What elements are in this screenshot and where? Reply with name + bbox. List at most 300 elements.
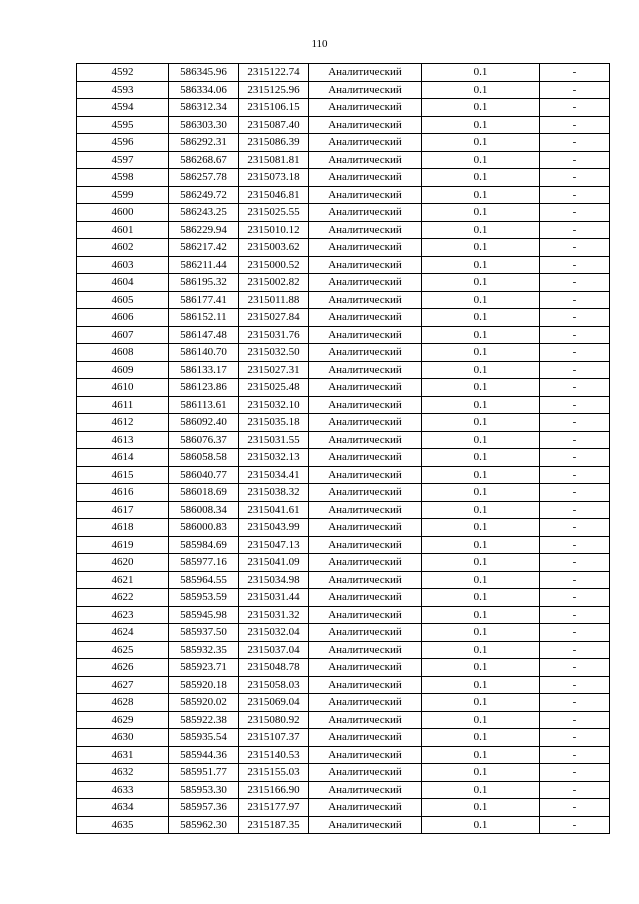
method-cell: Аналитический bbox=[309, 239, 422, 257]
y-coordinate-cell: 2315031.44 bbox=[239, 589, 309, 607]
y-coordinate-cell: 2315034.98 bbox=[239, 571, 309, 589]
accuracy-cell: 0.1 bbox=[422, 361, 540, 379]
x-coordinate-cell: 586008.34 bbox=[169, 501, 239, 519]
accuracy-cell: 0.1 bbox=[422, 606, 540, 624]
note-cell: - bbox=[540, 256, 610, 274]
accuracy-cell: 0.1 bbox=[422, 641, 540, 659]
table-row bbox=[77, 344, 610, 362]
accuracy-cell: 0.1 bbox=[422, 309, 540, 327]
method-cell: Аналитический bbox=[309, 186, 422, 204]
point-number-cell: 4629 bbox=[77, 711, 169, 729]
method-cell: Аналитический bbox=[309, 816, 422, 834]
x-coordinate-cell: 585957.36 bbox=[169, 799, 239, 817]
note-cell: - bbox=[540, 309, 610, 327]
x-coordinate-cell: 586249.72 bbox=[169, 186, 239, 204]
x-coordinate-cell: 585923.71 bbox=[169, 659, 239, 677]
x-coordinate-cell: 585964.55 bbox=[169, 571, 239, 589]
note-cell: - bbox=[540, 816, 610, 834]
table-row bbox=[77, 221, 610, 239]
method-cell: Аналитический bbox=[309, 344, 422, 362]
note-cell: - bbox=[540, 571, 610, 589]
method-cell: Аналитический bbox=[309, 309, 422, 327]
note-cell: - bbox=[540, 81, 610, 99]
table-row bbox=[77, 116, 610, 134]
note-cell: - bbox=[540, 729, 610, 747]
note-cell: - bbox=[540, 554, 610, 572]
method-cell: Аналитический bbox=[309, 676, 422, 694]
accuracy-cell: 0.1 bbox=[422, 379, 540, 397]
y-coordinate-cell: 2315027.84 bbox=[239, 309, 309, 327]
y-coordinate-cell: 2315003.62 bbox=[239, 239, 309, 257]
table-row bbox=[77, 151, 610, 169]
note-cell: - bbox=[540, 239, 610, 257]
table-row bbox=[77, 379, 610, 397]
x-coordinate-cell: 586140.70 bbox=[169, 344, 239, 362]
table-row bbox=[77, 134, 610, 152]
table-row bbox=[77, 396, 610, 414]
y-coordinate-cell: 2315177.97 bbox=[239, 799, 309, 817]
table-row bbox=[77, 291, 610, 309]
y-coordinate-cell: 2315038.32 bbox=[239, 484, 309, 502]
accuracy-cell: 0.1 bbox=[422, 571, 540, 589]
method-cell: Аналитический bbox=[309, 256, 422, 274]
table-row bbox=[77, 781, 610, 799]
method-cell: Аналитический bbox=[309, 641, 422, 659]
y-coordinate-cell: 2315125.96 bbox=[239, 81, 309, 99]
point-number-cell: 4615 bbox=[77, 466, 169, 484]
method-cell: Аналитический bbox=[309, 764, 422, 782]
x-coordinate-cell: 586133.17 bbox=[169, 361, 239, 379]
y-coordinate-cell: 2315031.32 bbox=[239, 606, 309, 624]
x-coordinate-cell: 586345.96 bbox=[169, 64, 239, 82]
y-coordinate-cell: 2315043.99 bbox=[239, 519, 309, 537]
method-cell: Аналитический bbox=[309, 204, 422, 222]
x-coordinate-cell: 586177.41 bbox=[169, 291, 239, 309]
method-cell: Аналитический bbox=[309, 274, 422, 292]
note-cell: - bbox=[540, 151, 610, 169]
note-cell: - bbox=[540, 449, 610, 467]
accuracy-cell: 0.1 bbox=[422, 344, 540, 362]
accuracy-cell: 0.1 bbox=[422, 501, 540, 519]
x-coordinate-cell: 585984.69 bbox=[169, 536, 239, 554]
method-cell: Аналитический bbox=[309, 326, 422, 344]
table-row bbox=[77, 414, 610, 432]
table-row bbox=[77, 484, 610, 502]
note-cell: - bbox=[540, 641, 610, 659]
note-cell: - bbox=[540, 589, 610, 607]
method-cell: Аналитический bbox=[309, 116, 422, 134]
y-coordinate-cell: 2315027.31 bbox=[239, 361, 309, 379]
accuracy-cell: 0.1 bbox=[422, 484, 540, 502]
accuracy-cell: 0.1 bbox=[422, 449, 540, 467]
method-cell: Аналитический bbox=[309, 64, 422, 82]
x-coordinate-cell: 586292.31 bbox=[169, 134, 239, 152]
y-coordinate-cell: 2315037.04 bbox=[239, 641, 309, 659]
table-row bbox=[77, 431, 610, 449]
y-coordinate-cell: 2315041.61 bbox=[239, 501, 309, 519]
x-coordinate-cell: 586018.69 bbox=[169, 484, 239, 502]
point-number-cell: 4623 bbox=[77, 606, 169, 624]
point-number-cell: 4613 bbox=[77, 431, 169, 449]
y-coordinate-cell: 2315032.04 bbox=[239, 624, 309, 642]
point-number-cell: 4607 bbox=[77, 326, 169, 344]
accuracy-cell: 0.1 bbox=[422, 659, 540, 677]
note-cell: - bbox=[540, 764, 610, 782]
table-row bbox=[77, 711, 610, 729]
point-number-cell: 4608 bbox=[77, 344, 169, 362]
accuracy-cell: 0.1 bbox=[422, 799, 540, 817]
note-cell: - bbox=[540, 659, 610, 677]
accuracy-cell: 0.1 bbox=[422, 711, 540, 729]
method-cell: Аналитический bbox=[309, 431, 422, 449]
accuracy-cell: 0.1 bbox=[422, 396, 540, 414]
method-cell: Аналитический bbox=[309, 221, 422, 239]
y-coordinate-cell: 2315166.90 bbox=[239, 781, 309, 799]
y-coordinate-cell: 2315048.78 bbox=[239, 659, 309, 677]
method-cell: Аналитический bbox=[309, 571, 422, 589]
page-number: 110 bbox=[311, 38, 328, 50]
note-cell: - bbox=[540, 134, 610, 152]
table-row bbox=[77, 729, 610, 747]
method-cell: Аналитический bbox=[309, 414, 422, 432]
table-row bbox=[77, 641, 610, 659]
point-number-cell: 4620 bbox=[77, 554, 169, 572]
table-row bbox=[77, 606, 610, 624]
y-coordinate-cell: 2315087.40 bbox=[239, 116, 309, 134]
x-coordinate-cell: 586000.83 bbox=[169, 519, 239, 537]
table-row bbox=[77, 64, 610, 82]
accuracy-cell: 0.1 bbox=[422, 256, 540, 274]
note-cell: - bbox=[540, 204, 610, 222]
point-number-cell: 4624 bbox=[77, 624, 169, 642]
table-row bbox=[77, 466, 610, 484]
point-number-cell: 4594 bbox=[77, 99, 169, 117]
x-coordinate-cell: 585953.30 bbox=[169, 781, 239, 799]
note-cell: - bbox=[540, 291, 610, 309]
table-row bbox=[77, 676, 610, 694]
point-number-cell: 4598 bbox=[77, 169, 169, 187]
method-cell: Аналитический bbox=[309, 379, 422, 397]
accuracy-cell: 0.1 bbox=[422, 134, 540, 152]
x-coordinate-cell: 586217.42 bbox=[169, 239, 239, 257]
x-coordinate-cell: 586147.48 bbox=[169, 326, 239, 344]
accuracy-cell: 0.1 bbox=[422, 764, 540, 782]
x-coordinate-cell: 585920.18 bbox=[169, 676, 239, 694]
accuracy-cell: 0.1 bbox=[422, 414, 540, 432]
point-number-cell: 4627 bbox=[77, 676, 169, 694]
table-row bbox=[77, 361, 610, 379]
accuracy-cell: 0.1 bbox=[422, 116, 540, 134]
y-coordinate-cell: 2315011.88 bbox=[239, 291, 309, 309]
method-cell: Аналитический bbox=[309, 81, 422, 99]
method-cell: Аналитический bbox=[309, 624, 422, 642]
point-number-cell: 4602 bbox=[77, 239, 169, 257]
table-row bbox=[77, 694, 610, 712]
x-coordinate-cell: 586123.86 bbox=[169, 379, 239, 397]
table-row bbox=[77, 99, 610, 117]
note-cell: - bbox=[540, 361, 610, 379]
accuracy-cell: 0.1 bbox=[422, 99, 540, 117]
y-coordinate-cell: 2315086.39 bbox=[239, 134, 309, 152]
accuracy-cell: 0.1 bbox=[422, 694, 540, 712]
note-cell: - bbox=[540, 116, 610, 134]
note-cell: - bbox=[540, 781, 610, 799]
x-coordinate-cell: 585977.16 bbox=[169, 554, 239, 572]
accuracy-cell: 0.1 bbox=[422, 291, 540, 309]
table-row bbox=[77, 624, 610, 642]
x-coordinate-cell: 586268.67 bbox=[169, 151, 239, 169]
y-coordinate-cell: 2315080.92 bbox=[239, 711, 309, 729]
y-coordinate-cell: 2315025.55 bbox=[239, 204, 309, 222]
accuracy-cell: 0.1 bbox=[422, 781, 540, 799]
table-row bbox=[77, 169, 610, 187]
method-cell: Аналитический bbox=[309, 484, 422, 502]
accuracy-cell: 0.1 bbox=[422, 676, 540, 694]
note-cell: - bbox=[540, 186, 610, 204]
table-row bbox=[77, 519, 610, 537]
point-number-cell: 4612 bbox=[77, 414, 169, 432]
point-number-cell: 4592 bbox=[77, 64, 169, 82]
x-coordinate-cell: 585937.50 bbox=[169, 624, 239, 642]
x-coordinate-cell: 585944.36 bbox=[169, 746, 239, 764]
y-coordinate-cell: 2315073.18 bbox=[239, 169, 309, 187]
point-number-cell: 4618 bbox=[77, 519, 169, 537]
point-number-cell: 4626 bbox=[77, 659, 169, 677]
note-cell: - bbox=[540, 606, 610, 624]
note-cell: - bbox=[540, 536, 610, 554]
table-row bbox=[77, 81, 610, 99]
x-coordinate-cell: 586312.34 bbox=[169, 99, 239, 117]
note-cell: - bbox=[540, 221, 610, 239]
x-coordinate-cell: 585953.59 bbox=[169, 589, 239, 607]
accuracy-cell: 0.1 bbox=[422, 221, 540, 239]
point-number-cell: 4611 bbox=[77, 396, 169, 414]
table-row bbox=[77, 449, 610, 467]
point-number-cell: 4625 bbox=[77, 641, 169, 659]
method-cell: Аналитический bbox=[309, 501, 422, 519]
y-coordinate-cell: 2315032.10 bbox=[239, 396, 309, 414]
point-number-cell: 4614 bbox=[77, 449, 169, 467]
x-coordinate-cell: 585951.77 bbox=[169, 764, 239, 782]
table-row bbox=[77, 326, 610, 344]
x-coordinate-cell: 586211.44 bbox=[169, 256, 239, 274]
note-cell: - bbox=[540, 799, 610, 817]
y-coordinate-cell: 2315058.03 bbox=[239, 676, 309, 694]
table-row bbox=[77, 589, 610, 607]
method-cell: Аналитический bbox=[309, 781, 422, 799]
accuracy-cell: 0.1 bbox=[422, 816, 540, 834]
table-row bbox=[77, 204, 610, 222]
x-coordinate-cell: 586229.94 bbox=[169, 221, 239, 239]
y-coordinate-cell: 2315122.74 bbox=[239, 64, 309, 82]
note-cell: - bbox=[540, 624, 610, 642]
accuracy-cell: 0.1 bbox=[422, 554, 540, 572]
y-coordinate-cell: 2315034.41 bbox=[239, 466, 309, 484]
method-cell: Аналитический bbox=[309, 536, 422, 554]
table-row bbox=[77, 764, 610, 782]
point-number-cell: 4630 bbox=[77, 729, 169, 747]
point-number-cell: 4596 bbox=[77, 134, 169, 152]
x-coordinate-cell: 585935.54 bbox=[169, 729, 239, 747]
method-cell: Аналитический bbox=[309, 554, 422, 572]
accuracy-cell: 0.1 bbox=[422, 589, 540, 607]
point-number-cell: 4599 bbox=[77, 186, 169, 204]
method-cell: Аналитический bbox=[309, 151, 422, 169]
point-number-cell: 4616 bbox=[77, 484, 169, 502]
table-row bbox=[77, 536, 610, 554]
table-row bbox=[77, 186, 610, 204]
table-row bbox=[77, 799, 610, 817]
point-number-cell: 4632 bbox=[77, 764, 169, 782]
y-coordinate-cell: 2315187.35 bbox=[239, 816, 309, 834]
y-coordinate-cell: 2315140.53 bbox=[239, 746, 309, 764]
y-coordinate-cell: 2315032.13 bbox=[239, 449, 309, 467]
note-cell: - bbox=[540, 694, 610, 712]
note-cell: - bbox=[540, 326, 610, 344]
method-cell: Аналитический bbox=[309, 396, 422, 414]
method-cell: Аналитический bbox=[309, 519, 422, 537]
point-number-cell: 4610 bbox=[77, 379, 169, 397]
accuracy-cell: 0.1 bbox=[422, 64, 540, 82]
point-number-cell: 4609 bbox=[77, 361, 169, 379]
y-coordinate-cell: 2315069.04 bbox=[239, 694, 309, 712]
point-number-cell: 4628 bbox=[77, 694, 169, 712]
x-coordinate-cell: 586040.77 bbox=[169, 466, 239, 484]
note-cell: - bbox=[540, 501, 610, 519]
x-coordinate-cell: 585920.02 bbox=[169, 694, 239, 712]
accuracy-cell: 0.1 bbox=[422, 204, 540, 222]
point-number-cell: 4619 bbox=[77, 536, 169, 554]
point-number-cell: 4617 bbox=[77, 501, 169, 519]
coordinates-table bbox=[76, 63, 610, 834]
point-number-cell: 4595 bbox=[77, 116, 169, 134]
y-coordinate-cell: 2315155.03 bbox=[239, 764, 309, 782]
x-coordinate-cell: 586257.78 bbox=[169, 169, 239, 187]
table-row bbox=[77, 274, 610, 292]
y-coordinate-cell: 2315107.37 bbox=[239, 729, 309, 747]
method-cell: Аналитический bbox=[309, 99, 422, 117]
note-cell: - bbox=[540, 484, 610, 502]
method-cell: Аналитический bbox=[309, 449, 422, 467]
y-coordinate-cell: 2315047.13 bbox=[239, 536, 309, 554]
accuracy-cell: 0.1 bbox=[422, 519, 540, 537]
accuracy-cell: 0.1 bbox=[422, 729, 540, 747]
accuracy-cell: 0.1 bbox=[422, 274, 540, 292]
point-number-cell: 4597 bbox=[77, 151, 169, 169]
method-cell: Аналитический bbox=[309, 466, 422, 484]
x-coordinate-cell: 585945.98 bbox=[169, 606, 239, 624]
table-row bbox=[77, 746, 610, 764]
method-cell: Аналитический bbox=[309, 746, 422, 764]
point-number-cell: 4621 bbox=[77, 571, 169, 589]
point-number-cell: 4633 bbox=[77, 781, 169, 799]
method-cell: Аналитический bbox=[309, 169, 422, 187]
accuracy-cell: 0.1 bbox=[422, 326, 540, 344]
point-number-cell: 4606 bbox=[77, 309, 169, 327]
table-row bbox=[77, 256, 610, 274]
y-coordinate-cell: 2315081.81 bbox=[239, 151, 309, 169]
accuracy-cell: 0.1 bbox=[422, 466, 540, 484]
method-cell: Аналитический bbox=[309, 659, 422, 677]
x-coordinate-cell: 585962.30 bbox=[169, 816, 239, 834]
table-row bbox=[77, 554, 610, 572]
note-cell: - bbox=[540, 64, 610, 82]
method-cell: Аналитический bbox=[309, 589, 422, 607]
x-coordinate-cell: 585932.35 bbox=[169, 641, 239, 659]
y-coordinate-cell: 2315025.48 bbox=[239, 379, 309, 397]
note-cell: - bbox=[540, 746, 610, 764]
note-cell: - bbox=[540, 414, 610, 432]
note-cell: - bbox=[540, 169, 610, 187]
y-coordinate-cell: 2315041.09 bbox=[239, 554, 309, 572]
y-coordinate-cell: 2315046.81 bbox=[239, 186, 309, 204]
method-cell: Аналитический bbox=[309, 799, 422, 817]
table-row bbox=[77, 571, 610, 589]
note-cell: - bbox=[540, 431, 610, 449]
note-cell: - bbox=[540, 379, 610, 397]
x-coordinate-cell: 586243.25 bbox=[169, 204, 239, 222]
table-row bbox=[77, 239, 610, 257]
x-coordinate-cell: 586195.32 bbox=[169, 274, 239, 292]
point-number-cell: 4601 bbox=[77, 221, 169, 239]
point-number-cell: 4631 bbox=[77, 746, 169, 764]
accuracy-cell: 0.1 bbox=[422, 431, 540, 449]
note-cell: - bbox=[540, 519, 610, 537]
note-cell: - bbox=[540, 344, 610, 362]
point-number-cell: 4634 bbox=[77, 799, 169, 817]
note-cell: - bbox=[540, 99, 610, 117]
y-coordinate-cell: 2315035.18 bbox=[239, 414, 309, 432]
point-number-cell: 4604 bbox=[77, 274, 169, 292]
accuracy-cell: 0.1 bbox=[422, 186, 540, 204]
accuracy-cell: 0.1 bbox=[422, 169, 540, 187]
accuracy-cell: 0.1 bbox=[422, 746, 540, 764]
note-cell: - bbox=[540, 274, 610, 292]
accuracy-cell: 0.1 bbox=[422, 239, 540, 257]
point-number-cell: 4635 bbox=[77, 816, 169, 834]
point-number-cell: 4600 bbox=[77, 204, 169, 222]
note-cell: - bbox=[540, 466, 610, 484]
table-row bbox=[77, 659, 610, 677]
point-number-cell: 4605 bbox=[77, 291, 169, 309]
y-coordinate-cell: 2315002.82 bbox=[239, 274, 309, 292]
x-coordinate-cell: 586076.37 bbox=[169, 431, 239, 449]
method-cell: Аналитический bbox=[309, 134, 422, 152]
note-cell: - bbox=[540, 711, 610, 729]
y-coordinate-cell: 2315031.55 bbox=[239, 431, 309, 449]
accuracy-cell: 0.1 bbox=[422, 624, 540, 642]
point-number-cell: 4593 bbox=[77, 81, 169, 99]
accuracy-cell: 0.1 bbox=[422, 536, 540, 554]
table-row bbox=[77, 309, 610, 327]
x-coordinate-cell: 586303.30 bbox=[169, 116, 239, 134]
y-coordinate-cell: 2315032.50 bbox=[239, 344, 309, 362]
method-cell: Аналитический bbox=[309, 291, 422, 309]
method-cell: Аналитический bbox=[309, 711, 422, 729]
table-row bbox=[77, 501, 610, 519]
x-coordinate-cell: 586092.40 bbox=[169, 414, 239, 432]
accuracy-cell: 0.1 bbox=[422, 81, 540, 99]
note-cell: - bbox=[540, 676, 610, 694]
note-cell: - bbox=[540, 396, 610, 414]
method-cell: Аналитический bbox=[309, 729, 422, 747]
y-coordinate-cell: 2315010.12 bbox=[239, 221, 309, 239]
x-coordinate-cell: 585922.38 bbox=[169, 711, 239, 729]
x-coordinate-cell: 586058.58 bbox=[169, 449, 239, 467]
point-number-cell: 4622 bbox=[77, 589, 169, 607]
y-coordinate-cell: 2315106.15 bbox=[239, 99, 309, 117]
x-coordinate-cell: 586152.11 bbox=[169, 309, 239, 327]
